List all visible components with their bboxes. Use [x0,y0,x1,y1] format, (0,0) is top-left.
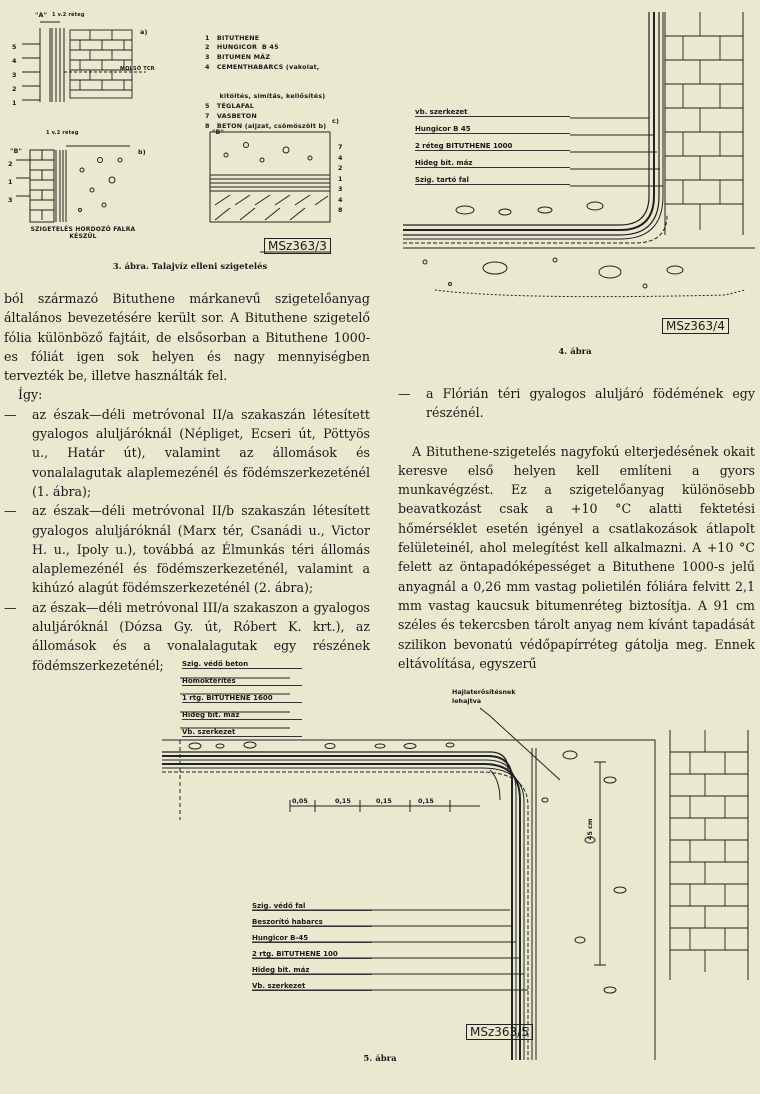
right-paragraph: A Bituthene-szigetelés nagyfokú elterjedésének okait keresve első helyen kell említeni a gyors munkavégzést. Ez a szigetelőanyag különösebb beavatkozást csak a +10 °C alatti fektetési hőmérséklet esetén igényel a csatlakozások átlapolt felületeinél, ahol melegítést kell alkalmazni. A +10 °C felett az öntapadóképességet a Bituthene 1000-s jelű anyagnál a 0,26 mm vastag polietilén fóliára felvitt 2,1 mm vastag kaucsuk bitumenréteg biztosítja. A 91 cm széles és tekercsben tárolt anyag nem kívánt tapadását szilikon bevonatú védőpapírréteg gátolja meg. Ennek eltávolítása, egyszerű [398,443,755,671]
fig3-stamp: MSz363/3 [264,238,331,254]
fig5-top-row-5: Vb. szerkezet [182,728,302,737]
fig3b-detail [16,146,130,222]
fig3-legend: 1 BITUTHENE 2 HUNGICOR B 45 3 BITUMEN MÁZ 4 CEMENTHABARCS (vakolat, kitöltés, simítás, kellősítés) 5 TÉGLAFAL 7 VASBETON 8 BETON (aljzat, csömöszölt b) [205,33,327,130]
fig5-dim-3: 0,15 [376,797,392,805]
list-item-4: — a Flórián téri gyalogos aluljáró födémének egy részénél. [398,386,755,421]
fig3-nums-c: 7 4 2 1 3 4 8 [338,143,343,214]
figure-5-drawing [150,640,750,1060]
fig5-top-row-4: Hideg bit. máz [182,711,302,720]
fig5-top-row-2: Homokterítés [182,677,302,686]
fig4-row-2: Hungicor B 45 [415,125,570,134]
fig5-bottom-row-3: Hungicor B-45 [252,934,372,943]
fig5-bottom-row-2: Beszorító habarcs [252,918,372,927]
figure-4-drawing [395,0,760,340]
left-igy: Így: [18,387,43,403]
fig5-bottom-row-1: Szig. védő fal [252,902,372,911]
fig5-top-row-1: Szig. védő beton [182,660,302,669]
fig5-bottom-row-6: Vb. szerkezet [252,982,372,991]
figure-3 [0,0,380,280]
fig5-stamp: MSz363/5 [466,1024,533,1040]
fig4-row-3: 2 réteg BITUTHENE 1000 [415,142,570,151]
fig4-row-4: Hideg bit. máz [415,159,570,168]
fig4-row-1: vb. szerkezet [415,108,570,117]
figure-5 [150,640,750,1060]
fig3-sub-a: a) [140,28,148,36]
fig5-dim-4: 0,15 [418,797,434,805]
fig4-caption: 4. ábra [558,347,592,357]
fig3-layer-top: 1 v.2 rétеg [52,12,85,18]
list-item-1: — az észak—déli metróvonal II/a szakaszán létesített gyalogos aluljáróknál (Népliget, Ecseri út, Pöttyös u., Határ út), valamint az állomások és vonalalagutak alaplemezénél és födémszerkezeténél (1. ábra); [4,406,370,499]
fig3-sub-c: c) [332,117,340,125]
fig3-label-b2: "B" [212,128,225,136]
fig3-layer-top2: 1 v.2 réteg [46,130,79,136]
fig3-nums-b: 2 1 3 [8,160,13,204]
fig4-stamp: MSz363/4 [662,318,729,334]
fig5-dim-2: 0,15 [335,797,351,805]
left-paragraph: ból származó Bituthene márkanevű szigetelőanyag általános bevezetésére került sor. A Bituthene szigetelő fólia különböző fajtáit, de elsősorban a Bituthene 1000-es fóliát igen sok helyen és nagy mennyiségben tervezték be, illetve használták fel. [4,291,370,384]
text-column-left [4,289,370,675]
fig5-note: Hajlaterősítésnek lehajtva [452,688,516,705]
list-item-3: — az észak—déli metróvonal III/a szakaszon a gyalogos aluljáróknál (Dózsa Gy. út, Róbert K. krt.), az állomások és a vonalalagutak egy részének födémszerkezeténél; [4,599,370,673]
fig3-wall-caption: SZIGETELÉS HORDOZÓ FALRA KÉSZÜL [30,226,136,240]
fig5-bottom-row-4: 2 rtg. BITUTHENE 100 [252,950,372,959]
fig3-caption: 3. ábra. Talajvíz elleni szigetelés [112,262,268,272]
fig3-label-a: "A" [35,11,48,19]
fig3-nums-a: 5 4 3 2 1 [12,43,17,107]
text-column-right [398,384,755,673]
fig5-top-row-3: 1 rtg. BITUTHENE 1600 [182,694,302,703]
fig5-bottom-row-5: Hideg bit. máz [252,966,372,975]
fig3-label-b: "B" [10,147,23,155]
fig3a-detail [22,22,146,102]
fig3-sub-b: b) [138,148,146,156]
figure-4 [395,0,760,340]
list-item-2: — az észak—déli metróvonal II/b szakaszán létesített gyalogos aluljáróknál (Marx tér, Csanádi u., Victor H. u., Ipoly u.), továbbá az Élmunkás téri állomás alaplemezénél és födémszerkezeténél, valamint a kihúzó alagút födémszerkezeténél (2. ábra); [4,503,370,596]
fig5-dim-1: 0,05 [292,797,308,805]
fig5-height-dim: 45 cm [586,818,594,840]
fig4-row-5: Szig. tartó fal [415,176,570,185]
fig5-caption: 5. ábra [363,1054,397,1064]
fig3-ground: MOLSÓ TCR [120,66,155,72]
